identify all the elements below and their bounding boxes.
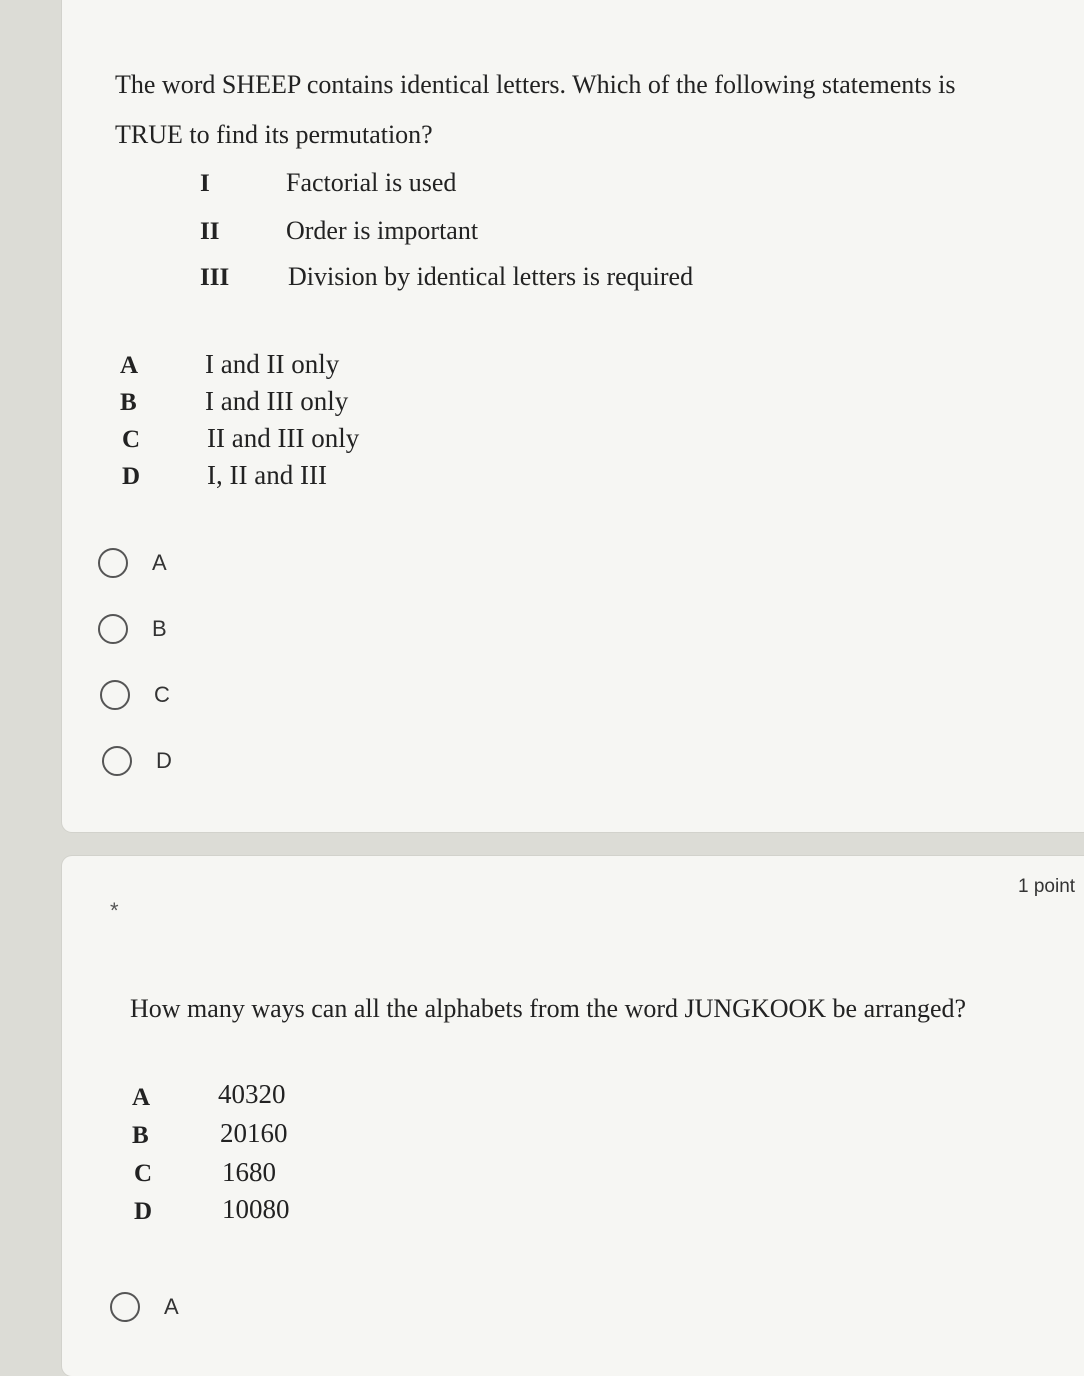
q2-option-c-letter: C: [134, 1160, 153, 1187]
radio-button[interactable]: [98, 614, 128, 644]
question-1-text-line-2: TRUE to find its permutation?: [115, 120, 433, 149]
question-1-text-line-1: The word SHEEP contains identical letters. Which of the following statements is: [115, 70, 956, 99]
q1-option-c-letter: C: [122, 426, 141, 453]
radio-button[interactable]: [98, 548, 128, 578]
q2-option-d-letter: D: [134, 1198, 153, 1225]
q1-option-b-text: I and III only: [205, 386, 349, 416]
q1-option-d-letter: D: [122, 463, 141, 490]
q2-option-c-text: 1680: [222, 1157, 276, 1187]
q2-option-d-text: 10080: [222, 1194, 290, 1224]
required-asterisk: *: [110, 898, 119, 923]
q1-radio-choice-b[interactable]: [98, 614, 167, 644]
statement-3-text: Division by identical letters is required: [288, 262, 694, 291]
q1-radio-label-a: A: [152, 550, 167, 575]
question-card-2: [62, 856, 1084, 1376]
question-2-text: How many ways can all the alphabets from the word JUNGKOOK be arranged?: [130, 994, 967, 1023]
q1-radio-label-b: B: [152, 616, 167, 641]
q1-option-c-text: II and III only: [207, 423, 360, 453]
radio-button[interactable]: [110, 1292, 140, 1322]
radio-button[interactable]: [100, 680, 130, 710]
q2-option-b-letter: B: [132, 1122, 149, 1149]
points-label: 1 point: [1018, 876, 1076, 897]
q1-option-d-text: I, II and III: [207, 460, 327, 490]
q2-radio-choice-a[interactable]: [110, 1292, 179, 1322]
q2-option-b-text: 20160: [220, 1118, 288, 1148]
q1-option-a-text: I and II only: [205, 349, 340, 379]
statement-1-text: Factorial is used: [286, 168, 457, 197]
statement-3-number: III: [200, 264, 230, 291]
statement-2-number: II: [200, 218, 220, 245]
q2-option-a-text: 40320: [218, 1079, 286, 1109]
statement-1-number: I: [200, 170, 210, 197]
q1-radio-choice-c[interactable]: [100, 680, 170, 710]
statement-2-text: Order is important: [286, 216, 479, 245]
q2-option-a-letter: A: [132, 1084, 151, 1111]
q1-option-a-letter: A: [120, 352, 139, 379]
q1-option-b-letter: B: [120, 389, 137, 416]
q1-radio-label-d: D: [156, 748, 172, 773]
q2-radio-label-a: A: [164, 1294, 179, 1319]
radio-button[interactable]: [102, 746, 132, 776]
q1-radio-label-c: C: [154, 682, 170, 707]
q1-radio-choice-a[interactable]: [98, 548, 167, 578]
q1-radio-choice-d[interactable]: [102, 746, 172, 776]
